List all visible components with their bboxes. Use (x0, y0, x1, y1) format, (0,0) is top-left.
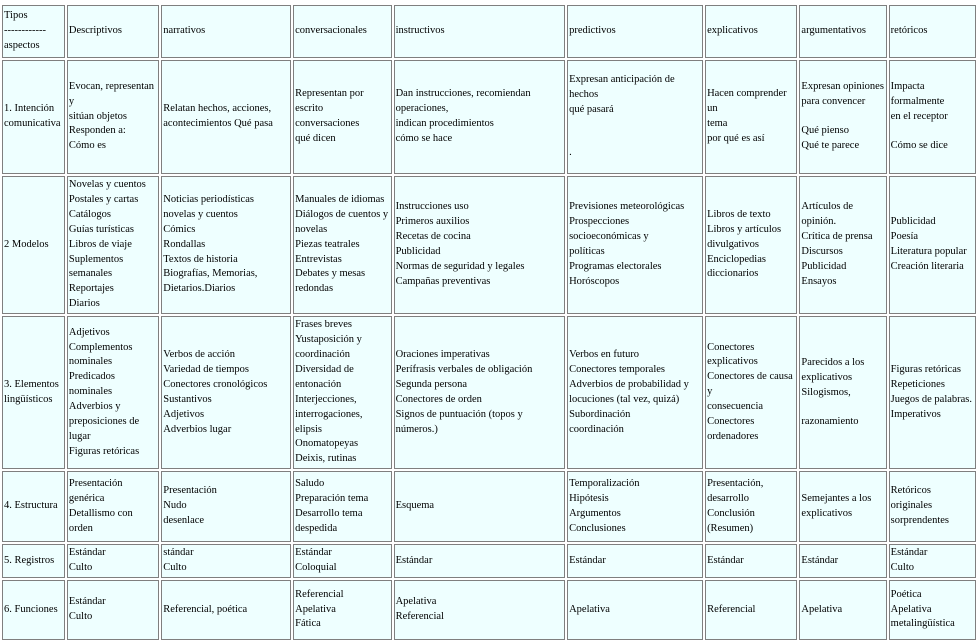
cell-line: Hipótesis (569, 492, 609, 504)
cell-line: Dietarios.Diarios (163, 283, 236, 295)
cell-line: Novelas y cuentos (68, 179, 146, 190)
cell-line: originales (890, 500, 933, 512)
cell-line: Qué pienso (801, 125, 849, 136)
cell-line: Estándar (295, 547, 332, 559)
cell-line: Catálogos (68, 208, 111, 220)
cell-line: locuciones (tal vez, quizá) (569, 393, 680, 405)
cell-line: Verbos de acción (163, 348, 235, 360)
cell-line: Repeticiones (890, 378, 945, 390)
table-cell (889, 544, 976, 578)
header-row (2, 5, 976, 58)
cell-line: Variedad de tiempos (163, 363, 249, 375)
cell-line: Perífrasis verbales de obligación (395, 363, 533, 375)
table-cell (567, 176, 703, 314)
cell-line: Hacen comprender un (707, 88, 787, 115)
table-body (2, 5, 976, 640)
table-cell (567, 544, 703, 578)
cell-line: Recetas de cocina (395, 231, 471, 243)
cell-line: Interjecciones, (295, 393, 357, 405)
cell-line: coordinación (295, 348, 350, 360)
table-cell (293, 544, 391, 578)
cell-line: Evocan, representan y (68, 80, 155, 107)
column-header: conversacionales (293, 5, 391, 58)
cell-line: Conectores de orden (395, 393, 482, 405)
cell-line: Instrucciones uso (395, 201, 469, 213)
cell-line: Publicidad (890, 216, 936, 228)
cell-line: Imperativos (890, 408, 941, 420)
cell-line: Apelativa (569, 603, 610, 615)
row-label-line: 3. Elementos (4, 378, 59, 390)
cell-line: Figuras retóricas (68, 445, 140, 457)
table-cell (394, 316, 566, 469)
cell-line: Referencial, poética (163, 603, 248, 615)
column-header: argumentativos (799, 5, 886, 58)
column-header: narrativos (161, 5, 291, 58)
cell-line: diccionarios (707, 268, 759, 280)
row-label-cell (2, 316, 65, 469)
cell-line: Libros de texto (707, 208, 771, 220)
cell-line: Apelativa (801, 603, 843, 615)
table-cell (799, 471, 886, 542)
row-label-line: 4. Estructura (4, 500, 58, 512)
cell-line: Saludo (295, 477, 325, 489)
cell-line: Figuras retóricas (890, 363, 961, 375)
cell-line: indican procedimientos (395, 118, 494, 129)
cell-line: Artículos de opinión. (801, 201, 854, 228)
cell-line: Coloquial (295, 562, 337, 574)
cell-line: redondas (295, 283, 334, 295)
cell-line: Manuales de idiomas (295, 193, 385, 205)
cell-line: Estándar (68, 596, 106, 608)
cell-line: Libros de viaje (68, 238, 132, 250)
table-cell (293, 176, 391, 314)
cell-line: Reportajes (68, 283, 114, 295)
cell-line: Conectores cronológicos (163, 378, 268, 390)
column-header: Descriptivos (67, 5, 159, 58)
cell-line: Impacta formalmente (890, 81, 945, 108)
cell-line: Esquema (395, 500, 435, 512)
cell-line: Oraciones imperativas (395, 348, 490, 360)
cell-line: Entrevistas (295, 253, 342, 265)
cell-line: despedida (295, 522, 338, 534)
cell-line: Ensayos (801, 275, 837, 287)
cell-line: Yustaposición y (295, 334, 362, 346)
cell-line: Cómo se dice (890, 139, 948, 151)
table-cell (67, 176, 159, 314)
table-cell (67, 544, 159, 578)
cell-line: . (569, 146, 572, 158)
cell-line: Apelativa (395, 596, 437, 608)
cell-line: Conectores temporales (569, 363, 666, 375)
cell-line: Rondallas (163, 238, 206, 250)
cell-line: para convencer (801, 96, 866, 108)
cell-line: Crítica de prensa (801, 231, 873, 243)
cell-line: Previsiones meteorológicas (569, 201, 685, 213)
cell-line: por qué es así (707, 132, 765, 144)
cell-line: Presentación, desarrollo (707, 477, 764, 504)
cell-line: Signos de puntuación (topos y números.) (395, 408, 523, 435)
cell-line: Segunda persona (395, 378, 468, 390)
table-row (2, 471, 976, 542)
cell-line: Conectores de causa y (707, 371, 793, 398)
cell-line: Estándar (801, 554, 839, 566)
cell-line: Expresan anticipación de hechos (569, 74, 675, 101)
cell-line: Silogismos, (801, 386, 851, 398)
table-cell (567, 580, 703, 640)
cell-line: Argumentos (569, 507, 621, 519)
cell-line: sitúan objetos (68, 110, 127, 122)
table-cell (567, 60, 703, 174)
row-label-line: 6. Funciones (4, 603, 58, 615)
blank-line (569, 132, 701, 146)
row-label-line: 2 Modelos (4, 238, 49, 250)
column-header: retóricos (889, 5, 976, 58)
row-label-cell (2, 544, 65, 578)
cell-line: preposiciones de lugar (68, 416, 140, 442)
cell-line: Predicados nominales (68, 371, 115, 398)
cell-line: Estándar (707, 554, 744, 566)
cell-line: Programas electorales (569, 260, 662, 272)
cell-line: Adjetivos (163, 408, 205, 420)
table-cell (293, 471, 391, 542)
cell-line: novelas (295, 223, 328, 235)
cell-line: Verbos en futuro (569, 348, 640, 360)
cell-line: Textos de historia (163, 253, 238, 265)
table-cell (705, 60, 797, 174)
cell-line: Primeros auxilios (395, 216, 470, 228)
table-cell (293, 580, 391, 640)
cell-line: Diversidad de entonación (295, 363, 354, 390)
table-cell (293, 60, 391, 174)
cell-line: Detallismo con orden (68, 507, 133, 534)
corner-line: aspectos (4, 39, 40, 51)
cell-line: Frases breves (295, 319, 352, 331)
table-cell (67, 316, 159, 469)
cell-line: explicativos (801, 371, 853, 383)
cell-line: Dan instrucciones, recomiendan operaciones, (395, 88, 531, 115)
cell-line: acontecimientos Qué pasa (163, 118, 273, 129)
table-cell (799, 316, 886, 469)
table-row (2, 316, 976, 469)
cell-line: Adverbios lugar (163, 423, 232, 435)
table-cell (799, 60, 886, 174)
table-cell (567, 471, 703, 542)
table-cell (705, 471, 797, 542)
corner-line: Tipos (4, 10, 28, 22)
text-types-table (0, 3, 978, 642)
cell-line: Presentación genérica (68, 477, 123, 504)
blank-line (569, 118, 701, 132)
cell-line: Cómo es (68, 140, 106, 152)
cell-line: Deixis, rutinas (295, 453, 357, 465)
table-cell (67, 60, 159, 174)
cell-line: Conectores explicativos (707, 341, 758, 368)
cell-line: Relatan hechos, acciones, (163, 103, 272, 115)
cell-line: Literatura popular (890, 246, 967, 258)
blank-line (801, 401, 884, 415)
cell-line: conversaciones (295, 118, 360, 129)
column-header: explicativos (705, 5, 797, 58)
cell-line: Culto (68, 562, 93, 574)
cell-line: Horóscopos (569, 275, 620, 287)
cell-line: Adjetivos (68, 326, 110, 338)
table-cell (161, 316, 291, 469)
cell-line: Temporalización (569, 477, 640, 489)
table-cell (705, 580, 797, 640)
cell-line: Enciclopedias (707, 253, 766, 265)
cell-line: Publicidad (801, 260, 847, 272)
table-cell (394, 176, 566, 314)
cell-line: Creación literaria (890, 260, 964, 272)
cell-line: interrogaciones, elipsis (295, 408, 363, 435)
row-label-cell (2, 60, 65, 174)
cell-line: stándar (163, 547, 194, 559)
table-cell (394, 60, 566, 174)
cell-line: Noticias periodísticas (163, 193, 254, 205)
cell-line: novelas y cuentos (163, 208, 238, 220)
cell-line: Culto (68, 611, 93, 623)
cell-line: Postales y cartas (68, 193, 139, 205)
table-cell (567, 316, 703, 469)
table-cell (705, 544, 797, 578)
cell-line: qué pasará (569, 104, 614, 115)
cell-line: razonamiento (801, 415, 859, 427)
row-label-cell (2, 176, 65, 314)
cell-line: Onomatopeyas (295, 438, 359, 450)
blank-line (891, 125, 974, 139)
cell-line: Estándar (68, 547, 106, 559)
cell-line: Semejantes a los (801, 492, 872, 504)
row-label-line: lingüísticos (4, 393, 53, 405)
cell-line: Qué te parece (801, 139, 860, 151)
table-cell (394, 471, 566, 542)
cell-line: Referencial (295, 588, 344, 600)
table-row (2, 544, 976, 578)
cell-line: Culto (163, 562, 187, 574)
table-cell (889, 176, 976, 314)
table-row (2, 580, 976, 640)
cell-line: Prospecciones socioeconómicas y (569, 216, 649, 243)
table-cell (799, 544, 886, 578)
cell-line: Guías turísticas (68, 223, 134, 235)
cell-line: Publicidad (395, 246, 441, 258)
table-cell (394, 580, 566, 640)
cell-line: tema (707, 118, 728, 129)
cell-line: cómo se hace (395, 132, 453, 144)
cell-line: metalingüística (890, 618, 955, 630)
cell-line: explicativos (801, 507, 853, 519)
cell-line: Culto (890, 562, 915, 574)
blank-line (801, 110, 884, 124)
cell-line: Diarios (68, 298, 100, 310)
table-cell (67, 471, 159, 542)
cell-line: Nudo (163, 500, 187, 512)
column-header: instructivos (394, 5, 566, 58)
cell-line: sorprendentes (890, 515, 949, 527)
cell-line: consecuencia (707, 401, 764, 413)
table-row (2, 60, 976, 174)
cell-line: Conectores (707, 416, 755, 428)
cell-line: desenlace (163, 515, 205, 527)
cell-line: Suplementos semanales (68, 253, 124, 280)
table-cell (705, 176, 797, 314)
table-cell (161, 580, 291, 640)
cell-line: Representan por escrito (295, 88, 364, 115)
table-cell (293, 316, 391, 469)
table-cell (889, 471, 976, 542)
cell-line: Diálogos de cuentos y (295, 208, 389, 220)
row-label-line: 5. Registros (4, 554, 55, 566)
cell-line: Referencial (395, 611, 444, 623)
cell-line: Debates y mesas (295, 268, 366, 280)
row-label-line: 1. Intención (4, 103, 55, 115)
cell-line: Libros y artículos (707, 223, 782, 235)
cell-line: nominales (68, 356, 113, 368)
table-cell (799, 580, 886, 640)
cell-line: Apelativa (890, 603, 932, 615)
row-label-line: comunicativa (4, 118, 61, 129)
cell-line: qué dicen (295, 132, 336, 144)
cell-line: Conclusión (Resumen) (707, 507, 755, 534)
cell-line: Retóricos (890, 485, 931, 497)
cell-line: Discursos (801, 246, 843, 258)
cell-line: Responden a: (68, 125, 126, 137)
cell-line: Parecidos a los (801, 356, 865, 368)
cell-line: Cómics (163, 223, 196, 235)
cell-line: Estándar (569, 554, 606, 566)
cell-line: Sustantivos (163, 393, 212, 405)
cell-line: Desarrollo tema (295, 507, 363, 519)
cell-line: Presentación (163, 485, 217, 497)
cell-line: Apelativa (295, 603, 336, 615)
cell-line: Adverbios y (68, 401, 121, 413)
table-cell (161, 60, 291, 174)
corner-line: ------------ (4, 25, 46, 37)
cell-line: Piezas teatrales (295, 238, 360, 250)
cell-line: Normas de seguridad y legales (395, 260, 525, 272)
cell-line: Adverbios de probabilidad y (569, 378, 689, 390)
cell-line: Poesía (890, 231, 919, 243)
table-row (2, 176, 976, 314)
cell-line: Conclusiones (569, 522, 626, 534)
cell-line: Preparación tema (295, 492, 369, 504)
table-cell (799, 176, 886, 314)
table-cell (889, 316, 976, 469)
row-label-cell (2, 471, 65, 542)
cell-line: Expresan opiniones (801, 81, 884, 93)
cell-line: coordinación (569, 423, 624, 435)
table-cell (705, 316, 797, 469)
table-cell (161, 176, 291, 314)
table-cell (161, 471, 291, 542)
corner-cell (2, 5, 65, 58)
cell-line: Biografías, Memorias, (163, 268, 258, 280)
cell-line: Subordinación (569, 408, 631, 420)
cell-line: ordenadores (707, 430, 759, 442)
cell-line: Campañas preventivas (395, 275, 491, 287)
cell-line: en el receptor (890, 111, 948, 122)
row-label-cell (2, 580, 65, 640)
cell-line: Referencial (707, 603, 756, 615)
cell-line: divulgativos (707, 238, 759, 250)
cell-line: Poética (890, 588, 922, 600)
table-cell (889, 60, 976, 174)
cell-line: Estándar (890, 547, 928, 559)
cell-line: Estándar (395, 554, 433, 566)
table-cell (394, 544, 566, 578)
cell-line: Complementos (68, 341, 133, 353)
table-cell (161, 544, 291, 578)
cell-line: Juegos de palabras. (890, 393, 973, 405)
table-cell (889, 580, 976, 640)
cell-line: políticas (569, 246, 605, 258)
table-cell (67, 580, 159, 640)
column-header: predictivos (567, 5, 703, 58)
cell-line: Fática (295, 618, 321, 630)
